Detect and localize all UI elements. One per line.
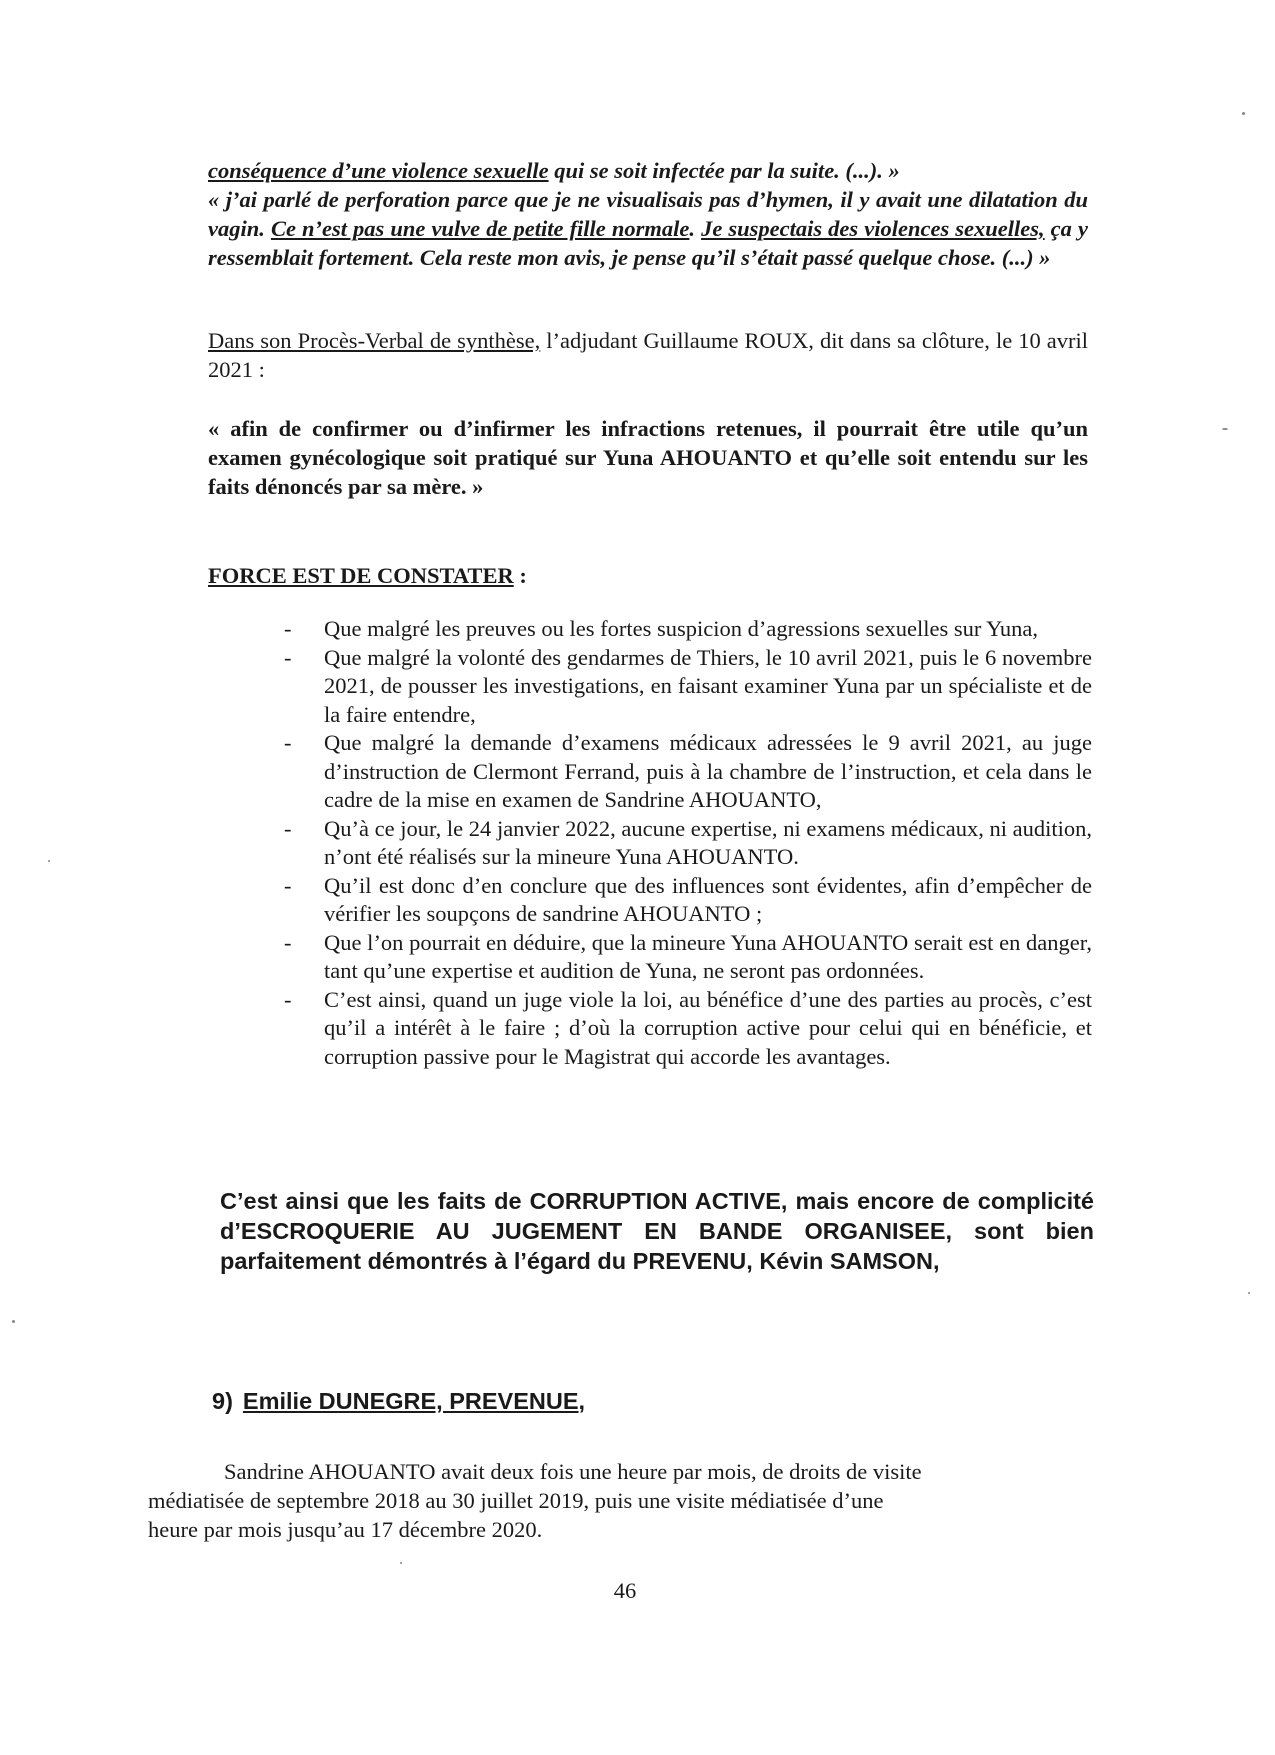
visit-paragraph xyxy=(148,1457,988,1544)
list-item xyxy=(284,872,1092,929)
roux-quote-text: « afin de confirmer ou d’infirmer les infractions retenues, il pourrait être utile qu’un examen gynécologique soit pratiqué sur Yuna AHOUANTO et qu’elle soit entendu sur les faits dénoncés par sa mère. » xyxy=(208,416,1088,499)
medical-quote xyxy=(208,156,1088,272)
quote-text-1: qui se soit infectée par la suite. (...). » xyxy=(548,158,900,183)
scan-speck xyxy=(12,1320,15,1323)
quote-text-2: « j’ai parlé de perforation parce que je ne visualisais pas d’hymen, il y avait une dilatation du vagin. xyxy=(208,187,1088,241)
heading-title: FORCE EST DE CONSTATER xyxy=(208,563,514,588)
quote-text-3: . xyxy=(689,216,702,241)
medical-quote-paragraph-2 xyxy=(208,185,1088,272)
conclusion-paragraph xyxy=(220,1186,1094,1276)
list-item xyxy=(284,929,1092,986)
medical-quote-paragraph xyxy=(208,156,1088,185)
findings-list xyxy=(284,615,1092,1071)
heading-suffix: : xyxy=(513,563,527,588)
section-9-heading xyxy=(212,1386,585,1416)
list-item-text: Qu’il est donc d’en conclure que des influences sont évidentes, afin d’empêcher de vérifier les soupçons de sandrine AHOUANTO ; xyxy=(324,872,1092,926)
list-item-text: C’est ainsi, quand un juge viole la loi, au bénéfice d’une des parties au procès, c’est qu’il a intérêt à le faire ; d’où la corruption active pour celui qui en bénéficie, et corruption passive pour le Magistrat qui accorde les avantages. xyxy=(324,986,1092,1069)
scan-speck xyxy=(400,1562,402,1564)
scan-speck xyxy=(1222,428,1228,430)
scan-speck xyxy=(1242,112,1245,115)
list-item xyxy=(284,986,1092,1072)
page-number: 46 xyxy=(613,1578,637,1603)
section-heading xyxy=(208,561,1088,590)
visit-line-1: Sandrine AHOUANTO avait deux fois une heure par mois, de droits de visite xyxy=(224,1459,922,1484)
list-item xyxy=(284,615,1092,644)
synthese-underlined: Dans son Procès-Verbal de synthèse, xyxy=(208,328,541,353)
list-item-text: Qu’à ce jour, le 24 janvier 2022, aucune expertise, ni examens médicaux, ni audition, n’ont été réalisés sur la mineure Yuna AHOUANTO. xyxy=(324,815,1092,869)
quote-underlined-2: Ce n’est pas une vulve de petite fille normale xyxy=(270,216,690,241)
scan-speck xyxy=(1248,1292,1250,1294)
list-item-text: Que l’on pourrait en déduire, que la mineure Yuna AHOUANTO serait est en danger, tant qu’une expertise et audition de Yuna, ne seront pas ordonnées. xyxy=(324,929,1092,983)
conclusion-text: C’est ainsi que les faits de CORRUPTION ACTIVE, mais encore de complicité d’ESCROQUERIE AU JUGEMENT EN BANDE ORGANISEE, sont bien parfaitement démontrés à l’égard du PREVENU, Kévin SAMSON, xyxy=(220,1188,1094,1274)
synthese-text: l’adjudant Guillaume ROUX, dit dans sa clôture, le 10 avril 2021 : xyxy=(208,328,1088,382)
visit-line-2: médiatisée de septembre 2018 au 30 juillet 2019, puis une visite médiatisée d’une xyxy=(148,1488,884,1513)
bullet-dash: - xyxy=(284,872,292,898)
roux-quote xyxy=(208,414,1088,501)
list-item-text: Que malgré les preuves ou les fortes suspicion d’agressions sexuelles sur Yuna, xyxy=(324,616,1039,641)
list-item xyxy=(284,644,1092,730)
list-item-text: Que malgré la volonté des gendarmes de Thiers, le 10 avril 2021, puis le 6 novembre 2021, de pousser les investigations, en faisant examiner Yuna par un spécialiste et de la faire entendre, xyxy=(324,644,1092,727)
section-suffix: , xyxy=(578,1388,586,1414)
list-item xyxy=(284,815,1092,872)
section-number: 9) xyxy=(212,1388,233,1414)
section-name: Emilie DUNEGRE, PREVENUE xyxy=(242,1388,579,1414)
quote-underlined-1: conséquence d’une violence sexuelle xyxy=(208,158,549,183)
bullet-dash: - xyxy=(284,644,292,670)
scan-speck xyxy=(48,860,50,862)
bullet-dash: - xyxy=(284,815,292,841)
quote-text-4: ça y ressemblait fortement. Cela reste mon avis, je pense qu’il s’était passé quelque chose. (...) » xyxy=(208,216,1088,270)
bullet-dash: - xyxy=(284,730,292,755)
synthese-paragraph xyxy=(208,326,1088,384)
bullet-dash: - xyxy=(284,986,292,1012)
bullet-dash: - xyxy=(284,616,292,641)
quote-underlined-3: Je suspectais des violences sexuelles, xyxy=(701,216,1045,241)
visit-line-3: heure par mois jusqu’au 17 décembre 2020. xyxy=(148,1517,543,1542)
list-item xyxy=(284,729,1092,815)
bullet-dash: - xyxy=(284,929,292,955)
list-item-text: Que malgré la demande d’examens médicaux adressées le 9 avril 2021, au juge d’instruction de Clermont Ferrand, puis à la chambre de l’instruction, et cela dans le cadre de la mise en examen de Sandrine AHOUANTO, xyxy=(324,730,1092,812)
